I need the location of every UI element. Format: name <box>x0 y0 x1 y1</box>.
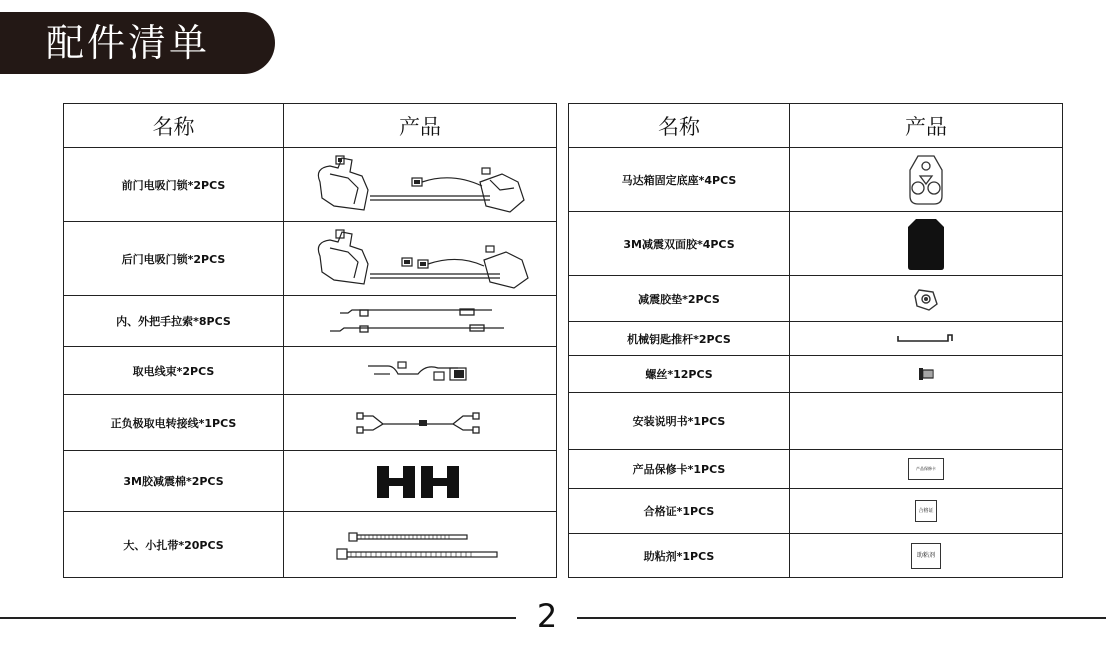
column-header-name: 名称 <box>64 104 284 148</box>
table-row <box>64 296 557 347</box>
table-row <box>569 393 1063 450</box>
screw-icon <box>916 365 936 383</box>
table-row <box>569 148 1063 212</box>
item-name: 3M减震双面胶*4PCS <box>569 212 790 276</box>
product-image <box>790 356 1063 393</box>
product-image <box>790 534 1063 578</box>
table-row <box>64 451 557 512</box>
table-header-row <box>569 104 1063 148</box>
key-push-rod-icon <box>896 332 956 346</box>
product-image <box>284 395 557 451</box>
item-name: 减震胶垫*2PCS <box>569 276 790 322</box>
rubber-pad-icon <box>913 286 939 312</box>
adapter-wire-icon <box>355 408 485 438</box>
item-name: 内、外把手拉索*8PCS <box>64 296 284 347</box>
certificate-label: 合格证 <box>918 508 934 514</box>
handle-cables-icon <box>320 301 520 341</box>
item-name: 安装说明书*1PCS <box>569 393 790 450</box>
table-row <box>64 222 557 296</box>
double-sided-tape-icon <box>906 217 946 271</box>
item-name: 合格证*1PCS <box>569 489 790 534</box>
table-row <box>64 148 557 222</box>
table-row <box>569 534 1063 578</box>
column-header-product: 产品 <box>790 104 1063 148</box>
product-image-empty <box>790 393 1063 450</box>
table-row <box>569 450 1063 489</box>
table-header-row <box>64 104 557 148</box>
item-name: 产品保修卡*1PCS <box>569 450 790 489</box>
page-title: 配件清单 <box>46 21 211 65</box>
front-door-lock-icon <box>300 152 540 218</box>
product-image <box>790 148 1063 212</box>
page-number: 2 <box>536 597 558 635</box>
item-name: 助粘剂*1PCS <box>569 534 790 578</box>
product-image <box>790 212 1063 276</box>
table-row <box>569 356 1063 393</box>
item-name: 大、小扎带*20PCS <box>64 512 284 578</box>
item-name: 取电线束*2PCS <box>64 347 284 395</box>
item-name: 正负极取电转接线*1PCS <box>64 395 284 451</box>
product-image <box>790 276 1063 322</box>
table-row <box>64 395 557 451</box>
parts-table-right <box>568 103 1063 578</box>
column-header-name: 名称 <box>569 104 790 148</box>
item-name: 后门电吸门锁*2PCS <box>64 222 284 296</box>
rear-door-lock-icon <box>300 226 540 292</box>
motor-base-icon <box>906 152 946 208</box>
item-name: 螺丝*12PCS <box>569 356 790 393</box>
table-row <box>64 347 557 395</box>
footer-rule-right <box>577 617 1106 619</box>
item-name: 前门电吸门锁*2PCS <box>64 148 284 222</box>
product-image <box>790 322 1063 356</box>
certificate-icon <box>915 500 937 522</box>
item-name: 3M胶减震棉*2PCS <box>64 451 284 512</box>
adhesion-promoter-icon <box>911 543 941 569</box>
table-row <box>569 212 1063 276</box>
footer-rule-left <box>0 617 516 619</box>
product-image <box>284 451 557 512</box>
cable-ties-icon <box>335 527 505 563</box>
product-image <box>284 347 557 395</box>
adhesion-promoter-label: 助粘剂 <box>916 551 935 559</box>
table-row <box>569 276 1063 322</box>
product-image <box>790 489 1063 534</box>
foam-pads-icon <box>375 464 465 498</box>
table-row <box>569 322 1063 356</box>
table-row <box>569 489 1063 534</box>
parts-table-left <box>63 103 557 578</box>
warranty-card-icon <box>908 458 944 480</box>
product-image <box>284 512 557 578</box>
table-row <box>64 512 557 578</box>
power-harness-icon <box>360 356 480 386</box>
warranty-card-label: 产品保修卡 <box>916 466 936 471</box>
item-name: 马达箱固定底座*4PCS <box>569 148 790 212</box>
product-image <box>284 222 557 296</box>
product-image <box>284 148 557 222</box>
product-image <box>790 450 1063 489</box>
column-header-product: 产品 <box>284 104 557 148</box>
product-image <box>284 296 557 347</box>
item-name: 机械钥匙推杆*2PCS <box>569 322 790 356</box>
